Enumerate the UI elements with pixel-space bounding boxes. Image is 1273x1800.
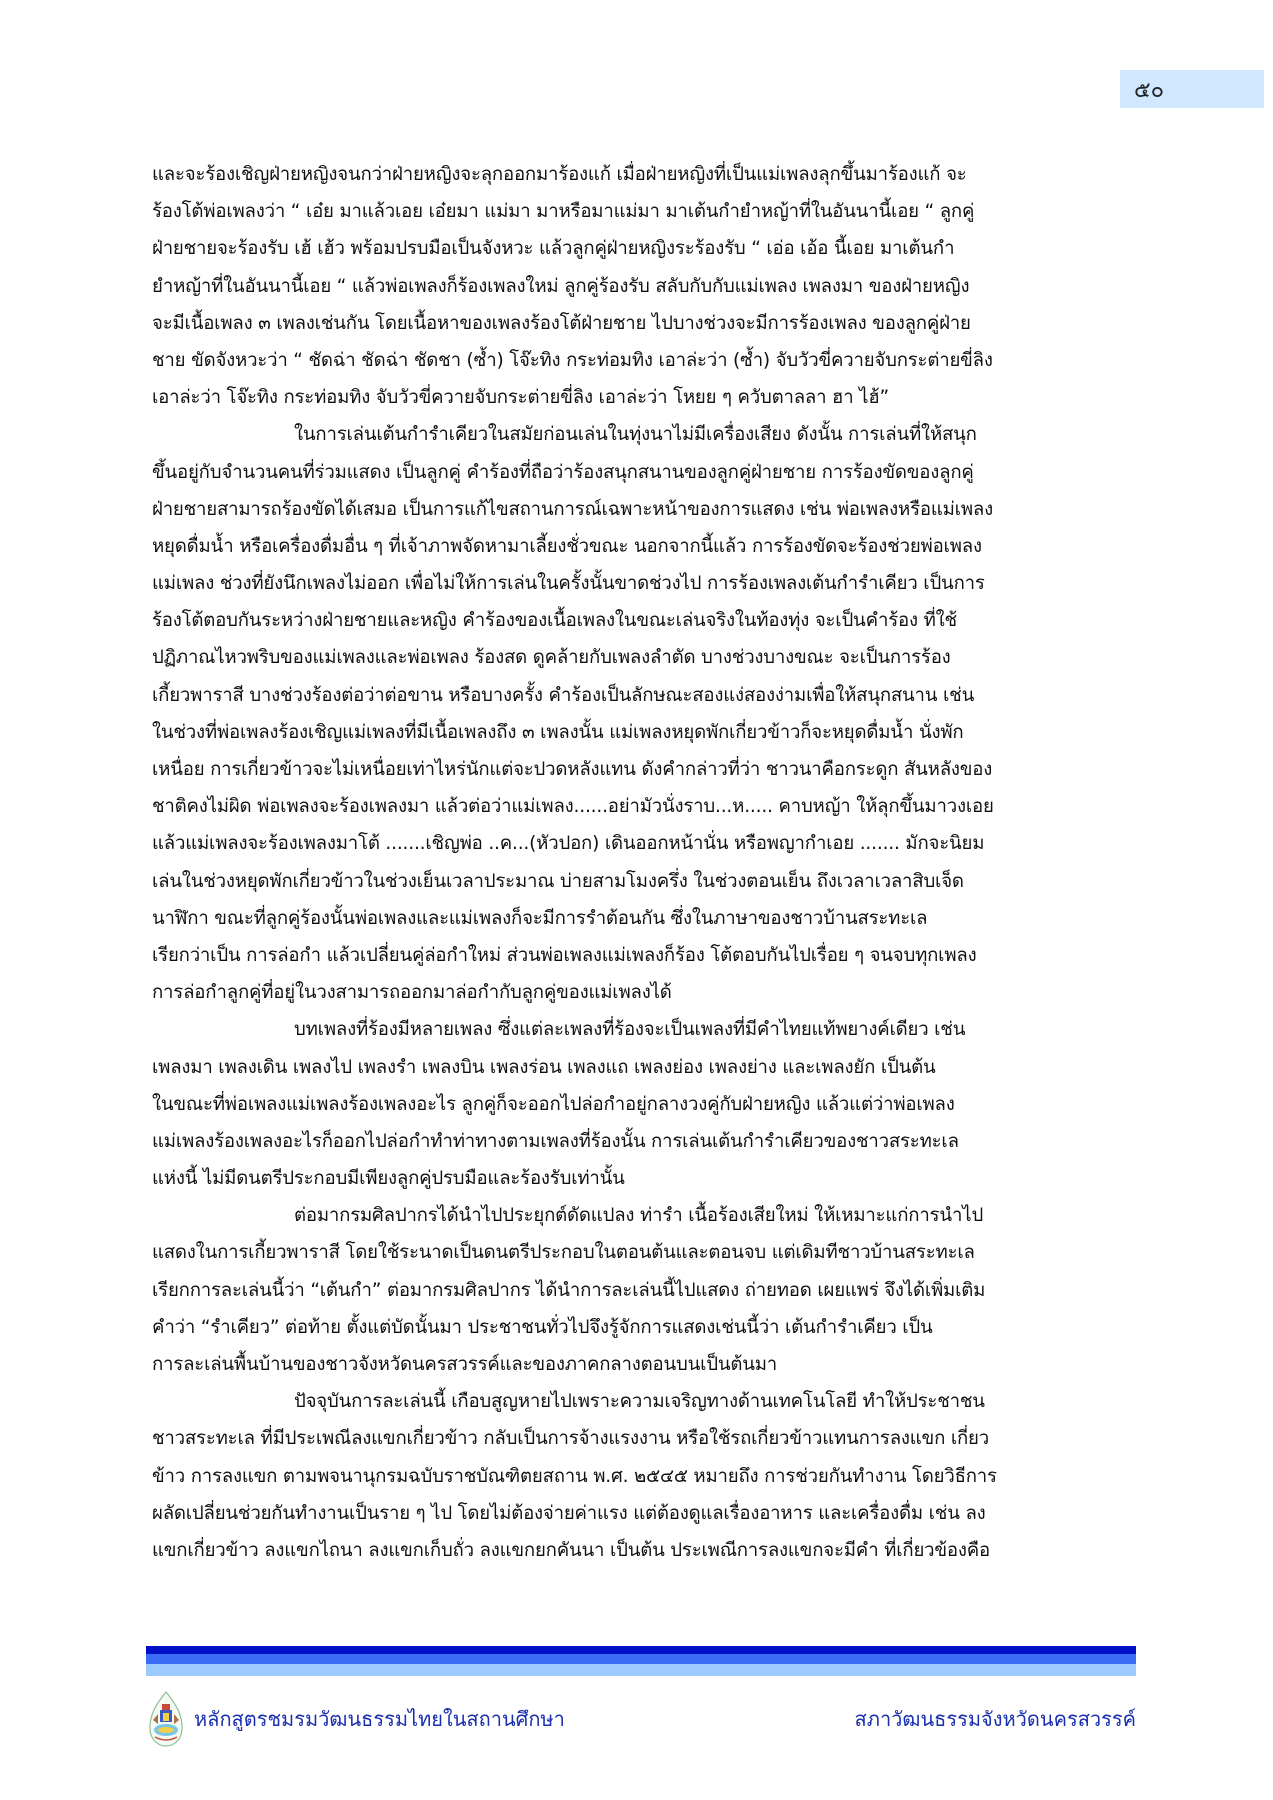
body-text-line: แสดงในการเกี้ยวพาราสี โดยใช้ระนาดเป็นดนตรีประกอบในตอนต้นและตอนจบ แต่เดิมทีชาวบ้านสระทะเล [152,1242,975,1264]
body-text-line: ชาวสระทะเล ที่มีประเพณีลงแขกเกี่ยวข้าว กลับเป็นการจ้างแรงงาน หรือใช้รถเกี่ยวข้าวแทนการลงแขก เกี่ยว [152,1428,989,1450]
body-text-line: แขกเกี่ยวข้าว ลงแขกไถนา ลงแขกเก็บถั่ว ลงแขกยกคันนา เป็นต้น ประเพณีการลงแขกจะมีคำ ที่เกี่ยวข้องคือ [152,1539,990,1561]
footer-bar-dark [146,1646,1136,1654]
footer-curriculum-title: หลักสูตรชมรมวัฒนธรรมไทยในสถานศึกษา [194,1707,565,1731]
body-text-line: การล่อกำลูกคู่ที่อยู่ในวงสามารถออกมาล่อกำกับลูกคู่ของแม่เพลงได้ [152,982,672,1004]
body-text-line: แห่งนี้ ไม่มีดนตรีประกอบมีเพียงลูกคู่ปรบมือและร้องรับเท่านั้น [152,1168,625,1190]
body-text-line: เรียกว่าเป็น การล่อกำ แล้วเปลี่ยนคู่ล่อกำใหม่ ส่วนพ่อเพลงแม่เพลงก็ร้อง โต้ตอบกันไปเรื่อย ๆ จนจบทุกเพลง [152,944,977,966]
footer-divider-bars [146,1646,1136,1676]
body-text-line: บทเพลงที่ร้องมีหลายเพลง ซึ่งแต่ละเพลงที่ร้องจะเป็นเพลงที่มีคำไทยแท้พยางค์เดียว เช่น [294,1019,966,1041]
body-text-line: ในขณะที่พ่อเพลงแม่เพลงร้องเพลงอะไร ลูกคู่ก็จะออกไปล่อกำอยู่กลางวงคู่กับฝ่ายหญิง แล้วแต่ว่าพ่อเพลง [152,1093,955,1115]
body-text-line: เหนื่อย การเกี่ยวข้าวจะไม่เหนื่อยเท่าไหร่นักแต่จะปวดหลังแทน ดังคำกล่าวที่ว่า ชาวนาคือกระดูก สันหลังของ [152,759,993,780]
footer-organization-name: สภาวัฒนธรรมจังหวัดนครสวรรค์ [854,1707,1136,1731]
body-text-line: แม่เพลงร้องเพลงอะไรก็ออกไปล่อกำทำท่าทางตามเพลงที่ร้องนั้น การเล่นเต้นกำรำเคียวของชาวสระทะเล [152,1130,959,1152]
culture-council-emblem-icon [146,1690,186,1748]
body-text-line: จะมีเนื้อเพลง ๓ เพลงเช่นกัน โดยเนื้อหาของเพลงร้องโต้ฝ่ายชาย ไปบางช่วงจะมีการร้องเพลง ของลูกคู่ฝ่าย [152,312,971,334]
body-text-line: ผลัดเปลี่ยนช่วยกันทำงานเป็นราย ๆ ไป โดยไม่ต้องจ่ายค่าแรง แต่ต้องดูแลเรื่องอาหาร และเครื่องดื่ม เช่น ลง [152,1502,986,1524]
page-number: ๕๐ [1134,77,1165,103]
body-text-line: ฝ่ายชายจะร้องรับ เฮ้ เฮ้ว พร้อมปรบมือเป็นจังหวะ แล้วลูกคู่ฝ่ายหญิงระร้องรับ “ เอ่อ เอ้อ นี้เอย มาเต้นกำ [152,238,955,260]
page-footer [146,1684,1136,1754]
footer-bar-medium [146,1654,1136,1664]
body-text-line: แล้วแม่เพลงจะร้องเพลงมาโต้ .......เชิญพ่อ ..ค...(หัวปอก) เดินออกหน้านั่น หรือพญากำเอย ....... มักจะนิยม [152,833,985,855]
body-text-line: นาฬิกา ขณะที่ลูกคู่ร้องนั้นพ่อเพลงและแม่เพลงก็จะมีการรำต้อนกัน ซึ่งในภาษาของชาวบ้านสระทะเล [152,907,928,929]
body-text-line: ยำหญ้าที่ในอันนานี้เอย “ แล้วพ่อเพลงก็ร้องเพลงใหม่ ลูกคู่ร้องรับ สลับกับกับแม่เพลง เพลงมา ของฝ่ายหญิง [152,275,970,297]
body-text-line: คำว่า “รำเคียว” ต่อท้าย ตั้งแต่บัดนั้นมา ประชาชนทั่วไปจึงรู้จักการแสดงเช่นนี้ว่า เต้นกำรำเคียว เป็น [152,1316,933,1338]
body-text-line: และจะร้องเชิญฝ่ายหญิงจนกว่าฝ่ายหญิงจะลุกออกมาร้องแก้ เมื่อฝ่ายหญิงที่เป็นแม่เพลงลุกขึ้นมาร้องแก้ จะ [152,164,967,185]
body-text-line: เล่นในช่วงหยุดพักเกี่ยวข้าวในช่วงเย็นเวลาประมาณ บ่ายสามโมงครึ่ง ในช่วงตอนเย็น ถึงเวลาเวลาสิบเจ็ด [152,870,964,892]
body-text-line: ฝ่ายชายสามารถร้องขัดได้เสมอ เป็นการแก้ไขสถานการณ์เฉพาะหน้าของการแสดง เช่น พ่อเพลงหรือแม่เพลง [152,498,993,520]
body-text-line: ชาติคงไม่ผิด พ่อเพลงจะร้องเพลงมา แล้วต่อว่าแม่เพลง......อย่ามัวนั่งราบ...ห..... คาบหญ้า ให้ลุกขึ้นมาวงเอย [152,796,994,818]
body-text-line: เอาล่ะว่า โจ๊ะทิง กระท่อมทิง จับวัวขี่ควายจับกระต่ายขี่ลิง เอาล่ะว่า โหยย ๆ ควับตาลลา ฮา ไฮ้” [152,387,889,409]
body-text-line: เรียกการละเล่นนี้ว่า “เต้นกำ” ต่อมากรมศิลปากร ได้นำการละเล่นนี้ไปแสดง ถ่ายทอด เผยแพร่ จึงได้เพิ่มเติม [152,1279,986,1301]
body-text-line: ร้องโต้พ่อเพลงว่า “ เอ๋ย มาแล้วเอย เอ๋ยมา แม่มา มาหรือมาแม่มา มาเต้นกำยำหญ้าที่ในอันนานี้เอย “ ลูกคู่ [152,201,975,223]
body-text-line: ในช่วงที่พ่อเพลงร้องเชิญแม่เพลงที่มีเนื้อเพลงถึง ๓ เพลงนั้น แม่เพลงหยุดพักเกี่ยวข้าวก็จะหยุดดื่มน้ำ นั่งพัก [152,721,964,743]
body-text-line: การละเล่นพื้นบ้านของชาวจังหวัดนครสวรรค์และของภาคกลางตอนบนเป็นต้นมา [152,1354,778,1375]
body-text-line: ต่อมากรมศิลปากรได้นำไปประยุกต์ดัดแปลง ท่ารำ เนื้อร้องเสียใหม่ ให้เหมาะแก่การนำไป [294,1205,984,1227]
body-text-line: ปัจจุบันการละเล่นนี้ เกือบสูญหายไปเพราะความเจริญทางด้านเทคโนโลยี ทำให้ประชาชน [294,1391,985,1413]
page-number-box [1120,70,1264,108]
body-text-line: ชาย ขัดจังหวะว่า “ ชัดฉ่า ชัดฉ่า ชัดชา (ซ้ำ) โจ๊ะทิง กระท่อมทิง เอาล่ะว่า (ซ้ำ) จับวัวขี่ควายจับกระต่ายขี่ลิง [152,349,993,371]
body-text-line: แม่เพลง ช่วงที่ยังนึกเพลงไม่ออก เพื่อไม่ให้การเล่นในครั้งนั้นขาดช่วงไป การร้องเพลงเต้นกำรำเคียว เป็นการ [152,573,985,595]
body-text-line: ข้าว การลงแขก ตามพจนานุกรมฉบับราชบัณฑิตยสถาน พ.ศ. ๒๕๔๕ หมายถึง การช่วยกันทำงาน โดยวิธีการ [152,1465,997,1487]
body-text-line: ในการเล่นเต้นกำรำเคียวในสมัยก่อนเล่นในทุ่งนาไม่มีเครื่องเสียง ดังนั้น การเล่นที่ให้สนุก [294,424,977,446]
footer-bar-light [146,1664,1136,1676]
body-text-line: ร้องโต้ตอบกันระหว่างฝ่ายชายและหญิง คำร้องของเนื้อเพลงในขณะเล่นจริงในท้องทุ่ง จะเป็นคำร้อง ที่ใช้ [152,610,957,632]
body-text-line: เพลงมา เพลงเดิน เพลงไป เพลงรำ เพลงบิน เพลงร่อน เพลงแถ เพลงย่อง เพลงย่าง และเพลงยัก เป็นต้น [152,1056,936,1078]
body-text-line: เกี้ยวพาราสี บางช่วงร้องต่อว่าต่อขาน หรือบางครั้ง คำร้องเป็นลักษณะสองแง่สองง่ามเพื่อให้สนุกสนาน เช่น [152,684,975,706]
body-text-line: ปฏิภาณไหวพริบของแม่เพลงและพ่อเพลง ร้องสด ดูคล้ายกับเพลงลำตัด บางช่วงบางขณะ จะเป็นการร้อง [152,647,951,669]
body-text [152,156,1100,1569]
body-text-line: หยุดดื่มน้ำ หรือเครื่องดื่มอื่น ๆ ที่เจ้าภาพจัดหามาเลี้ยงชั่วขณะ นอกจากนี้แล้ว การร้องขัดจะร้องช่วยพ่อเพลง [152,535,982,557]
body-text-line: ขึ้นอยู่กับจำนวนคนที่ร่วมแสดง เป็นลูกคู่ คำร้องที่ถือว่าร้องสนุกสนานของลูกคู่ฝ่ายชาย การร้องขัดของลูกคู่ [152,461,974,483]
